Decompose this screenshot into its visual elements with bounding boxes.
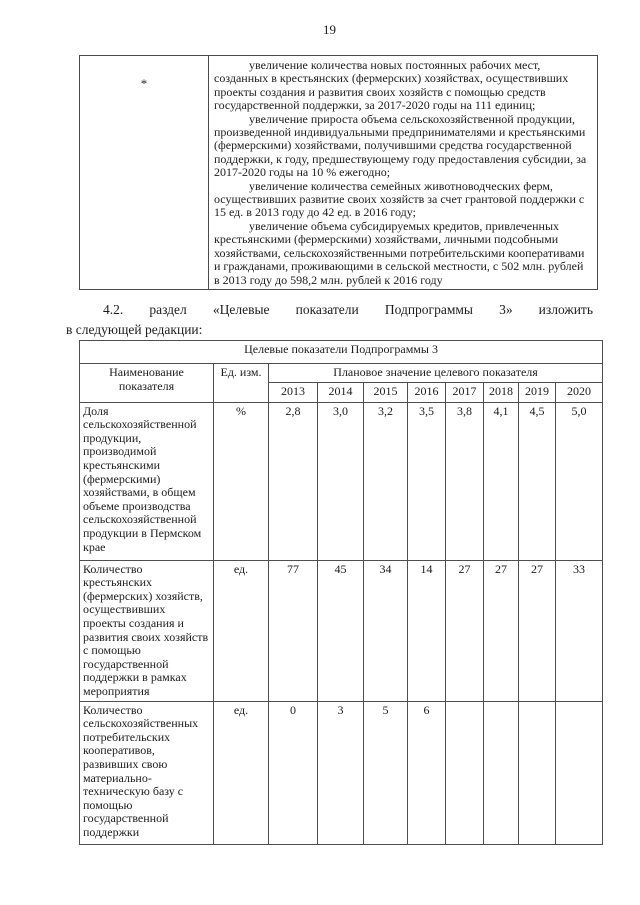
column-header-values: Плановое значение целевого показателя	[269, 364, 603, 383]
value-cell: 45	[318, 560, 364, 701]
row-name-cell: Доля сельскохозяйственной продукции, производимой крестьянскими (фермерскими) хозяйствами, в общем объеме производства сельскохозяйственной продукции в Пермском крае	[80, 402, 214, 560]
section-4-2-line2: в следующей редакции:	[66, 322, 203, 337]
value-cell: 2,8	[269, 402, 318, 560]
indicators-table	[79, 340, 603, 845]
table-row	[80, 560, 603, 701]
continuation-table	[79, 55, 598, 290]
value-cell: 3,2	[364, 402, 408, 560]
footnote-marker-cell	[80, 56, 209, 289]
expected-results-cell	[209, 56, 597, 289]
value-cell: 14	[408, 560, 446, 701]
value-cell: 5	[364, 701, 408, 844]
table-title: Целевые показатели Подпрограммы 3	[80, 341, 603, 364]
year-header-2018: 2018	[484, 382, 519, 402]
value-cell: 3,0	[318, 402, 364, 560]
row-name-cell: Количество сельскохозяйственных потребительских кооперативов, развивших свою материально-техническую базу с помощью государственной поддержки	[80, 701, 214, 844]
result-paragraph-4: увеличение объема субсидируемых кредитов, привлеченных крестьянскими (фермерскими) хозяйствами, личными подсобными хозяйствами, сельскохозяйственными потребительскими кооперативами и гражданами, проживающими в сельской местности, с 502 млн. рублей в 2013 году до 598,2 млн. рублей к 2016 году	[214, 218, 585, 287]
value-cell	[446, 701, 484, 844]
year-header-2019: 2019	[519, 382, 556, 402]
value-cell: 3,8	[446, 402, 484, 560]
value-cell	[519, 701, 556, 844]
row-name-cell: Количество крестьянских (фермерских) хозяйств, осуществивших проекты создания и развития своих хозяйств с помощью государственной поддержки в рамках мероприятия	[80, 560, 214, 701]
year-header-2014: 2014	[318, 382, 364, 402]
year-header-2020: 2020	[556, 382, 603, 402]
value-cell: 5,0	[556, 402, 603, 560]
value-cell	[484, 701, 519, 844]
value-cell: 77	[269, 560, 318, 701]
row-unit-cell: ед.	[214, 701, 269, 844]
table-row	[80, 402, 603, 560]
section-4-2-line1: 4.2. раздел «Целевые показатели Подпрограммы 3» изложить	[103, 302, 593, 317]
value-cell: 3	[318, 701, 364, 844]
year-header-2013: 2013	[269, 382, 318, 402]
value-cell: 4,1	[484, 402, 519, 560]
year-header-2017: 2017	[446, 382, 484, 402]
table-row	[80, 701, 603, 844]
value-cell: 27	[484, 560, 519, 701]
value-cell: 27	[519, 560, 556, 701]
result-paragraph-3: увеличение количества семейных животноводческих ферм, осуществивших развитие своих хозяйств за счет грантовой поддержки с 15 ед. в 2013 году до 42 ед. в 2016 году;	[214, 178, 585, 220]
result-paragraph-1: увеличение количества новых постоянных рабочих мест, созданных в крестьянских (фермерских) хозяйствах, осуществивших проекты создания и развития своих хозяйств с помощью средств государственной поддержки, за 2017-2020 годы на 111 единиц;	[214, 58, 569, 113]
asterisk-marker: *	[140, 76, 148, 91]
value-cell: 27	[446, 560, 484, 701]
column-header-unit: Ед. изм.	[214, 364, 269, 403]
value-cell: 3,5	[408, 402, 446, 560]
value-cell	[556, 701, 603, 844]
page-number: 19	[323, 22, 336, 37]
column-header-name: Наименование показателя	[80, 364, 214, 403]
section-4-2-paragraph	[66, 300, 593, 340]
value-cell: 33	[556, 560, 603, 701]
row-unit-cell: ед.	[214, 560, 269, 701]
row-unit-cell: %	[214, 402, 269, 560]
result-paragraph-2: увеличение прироста объема сельскохозяйственной продукции, произведенной индивидуальными предпринимателями и крестьянскими (фермерскими) хозяйствами, получившими средства государственной поддержки, к году, предшествующему году предоставления субсидии, за 2017-2020 годы на 10 % ежегодно;	[214, 111, 587, 180]
value-cell: 4,5	[519, 402, 556, 560]
value-cell: 34	[364, 560, 408, 701]
year-header-2015: 2015	[364, 382, 408, 402]
year-header-2016: 2016	[408, 382, 446, 402]
value-cell: 6	[408, 701, 446, 844]
value-cell: 0	[269, 701, 318, 844]
